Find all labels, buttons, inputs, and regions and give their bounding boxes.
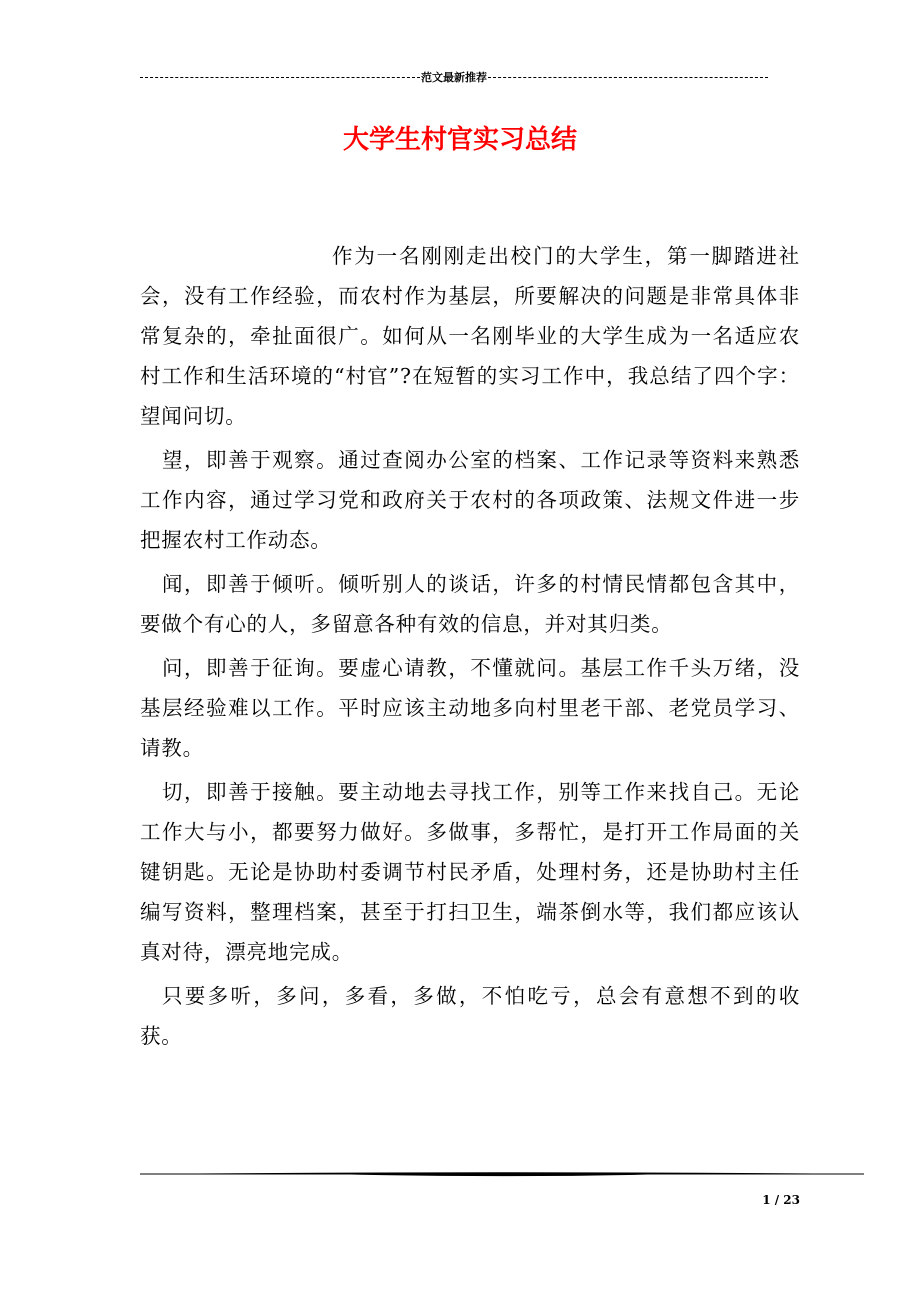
paragraph-wen-listen: 闻，即善于倾听。倾听别人的谈话，许多的村情民情都包含其中，要做个有心的人，多留意各种有效的信息，并对其归类。: [140, 572, 800, 636]
header-label: 范文最新推荐: [421, 71, 487, 84]
paragraph-wen-ask: 问，即善于征询。要虚心请教，不懂就问。基层工作千头万绪，没基层经验难以工作。平时应该主动地多向村里老干部、老党员学习、请教。: [140, 656, 800, 760]
page-number: 1 / 23: [762, 1193, 800, 1207]
document-body: [140, 236, 800, 1060]
document-title: 大学生村官实习总结: [342, 125, 577, 155]
paragraph-wang: 望，即善于观察。通过查阅办公室的档案、工作记录等资料来熟悉工作内容，通过学习党和政府关于农村的各项政策、法规文件进一步把握农村工作动态。: [140, 448, 800, 552]
paragraph-conclusion: 只要多听，多问，多看，多做，不怕吃亏，总会有意想不到的收获。: [140, 984, 800, 1048]
footer-divider: [140, 1170, 864, 1178]
page-header: [140, 68, 768, 86]
paragraph-intro: 作为一名刚刚走出校门的大学生，第一脚踏进社会，没有工作经验，而农村作为基层，所要解决的问题是非常具体非常复杂的，牵扯面很广。如何从一名刚毕业的大学生成为一名适应农村工作和生活环境的“村官”?在短暂的实习工作中，我总结了四个字：望闻问切。: [140, 244, 800, 428]
paragraph-qie: 切，即善于接触。要主动地去寻找工作，别等工作来找自己。无论工作大与小，都要努力做好。多做事，多帮忙，是打开工作局面的关键钥匙。无论是协助村委调节村民矛盾，处理村务，还是协助村主任编写资料，整理档案，甚至于打扫卫生，端茶倒水等，我们都应该认真对待，漂亮地完成。: [140, 780, 800, 964]
header-dashed-line-right: [488, 77, 768, 78]
header-dashed-line-left: [140, 77, 420, 78]
